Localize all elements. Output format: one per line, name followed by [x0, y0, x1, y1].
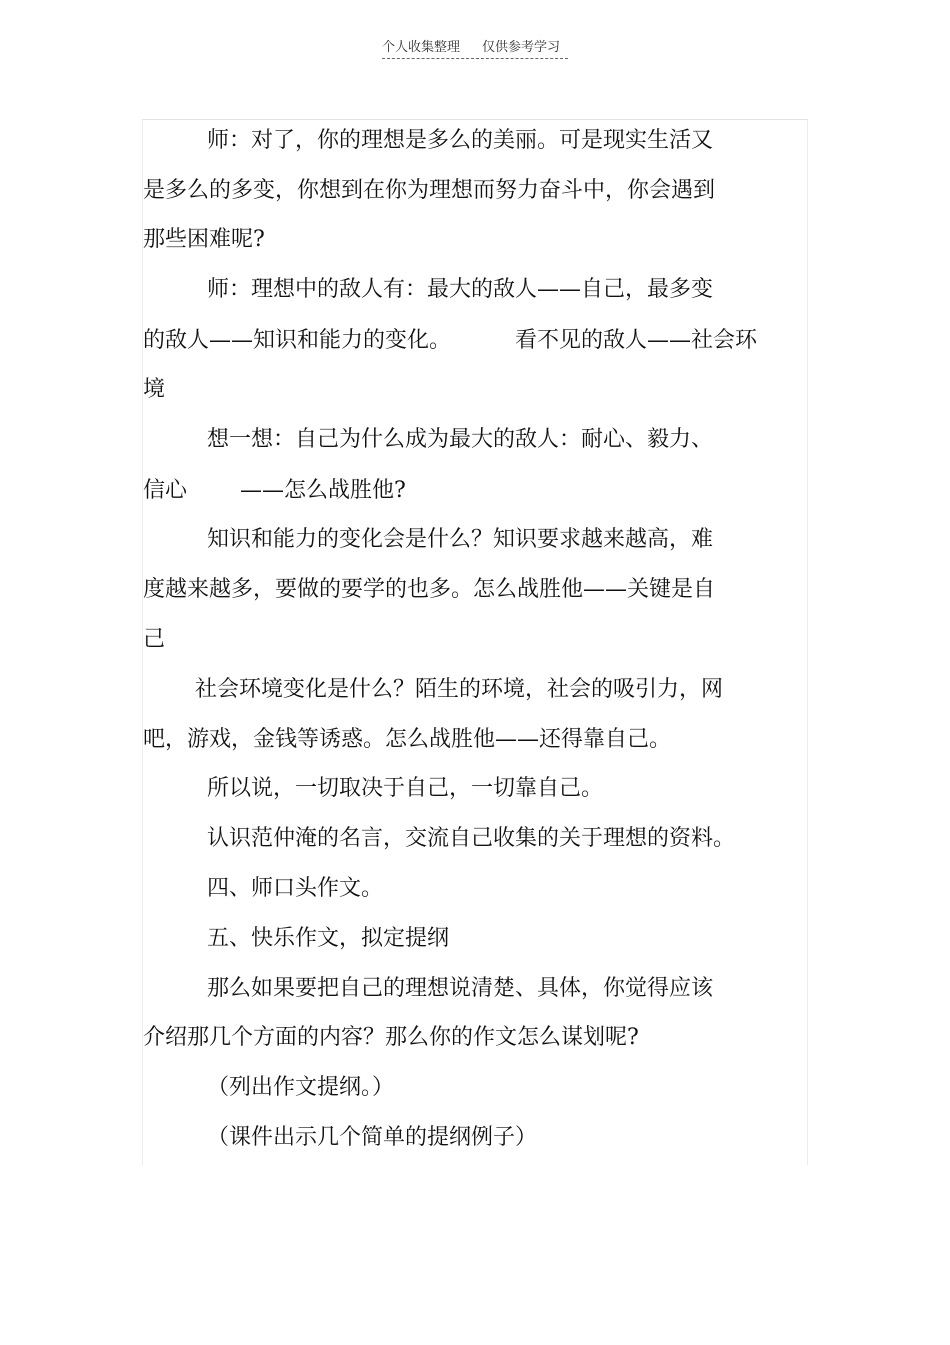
text-line: 知识和能力的变化会是什么？知识要求越来越高，难 — [207, 527, 714, 552]
text-line: 五、快乐作文，拟定提纲 — [207, 926, 450, 951]
text-line: （课件出示几个简单的提纲例子） — [207, 1125, 538, 1150]
text-line: 境 — [143, 377, 166, 402]
text-line: 吧，游戏，金钱等诱惑。怎么战胜他——还得靠自己。 — [143, 727, 672, 752]
text-line: 所以说，一切取决于自己，一切靠自己。 — [207, 776, 604, 801]
text-line: ——怎么战胜他? — [240, 478, 406, 503]
text-line: 介绍那几个方面的内容？那么你的作文怎么谋划呢? — [143, 1025, 639, 1050]
text-line: 师：对了，你的理想是多么的美丽。可是现实生活又 — [207, 128, 714, 153]
text-line: 那些困难呢? — [143, 227, 265, 252]
text-line: 是多么的多变，你想到在你为理想而努力奋斗中，你会遇到 — [143, 178, 716, 203]
text-line: 看不见的敌人——社会环 — [515, 328, 758, 353]
text-line: 度越来越多，要做的要学的也多。怎么战胜他——关键是自 — [143, 577, 716, 602]
text-line: （列出作文提纲。） — [207, 1075, 395, 1100]
text-line: 想一想：自己为什么成为最大的敌人：耐心、毅力、 — [207, 427, 714, 452]
header-right-text: 仅供参考学习 — [482, 40, 561, 55]
text-line: 己 — [143, 627, 166, 652]
text-line: 的敌人——知识和能力的变化。 — [143, 328, 452, 353]
text-line: 信心 — [143, 478, 188, 503]
text-line: 社会环境变化是什么？陌生的环境，社会的吸引力，网 — [195, 677, 724, 702]
header-left-text: 个人收集整理 — [382, 40, 461, 55]
text-line: 四、师口头作文。 — [207, 876, 384, 901]
text-line: 师：理想中的敌人有：最大的敌人——自己，最多变 — [207, 277, 714, 302]
text-line: 认识范仲淹的名言，交流自己收集的关于理想的资料。 — [207, 826, 736, 851]
page-header — [382, 40, 568, 59]
text-line: 那么如果要把自己的理想说清楚、具体，你觉得应该 — [207, 976, 714, 1001]
